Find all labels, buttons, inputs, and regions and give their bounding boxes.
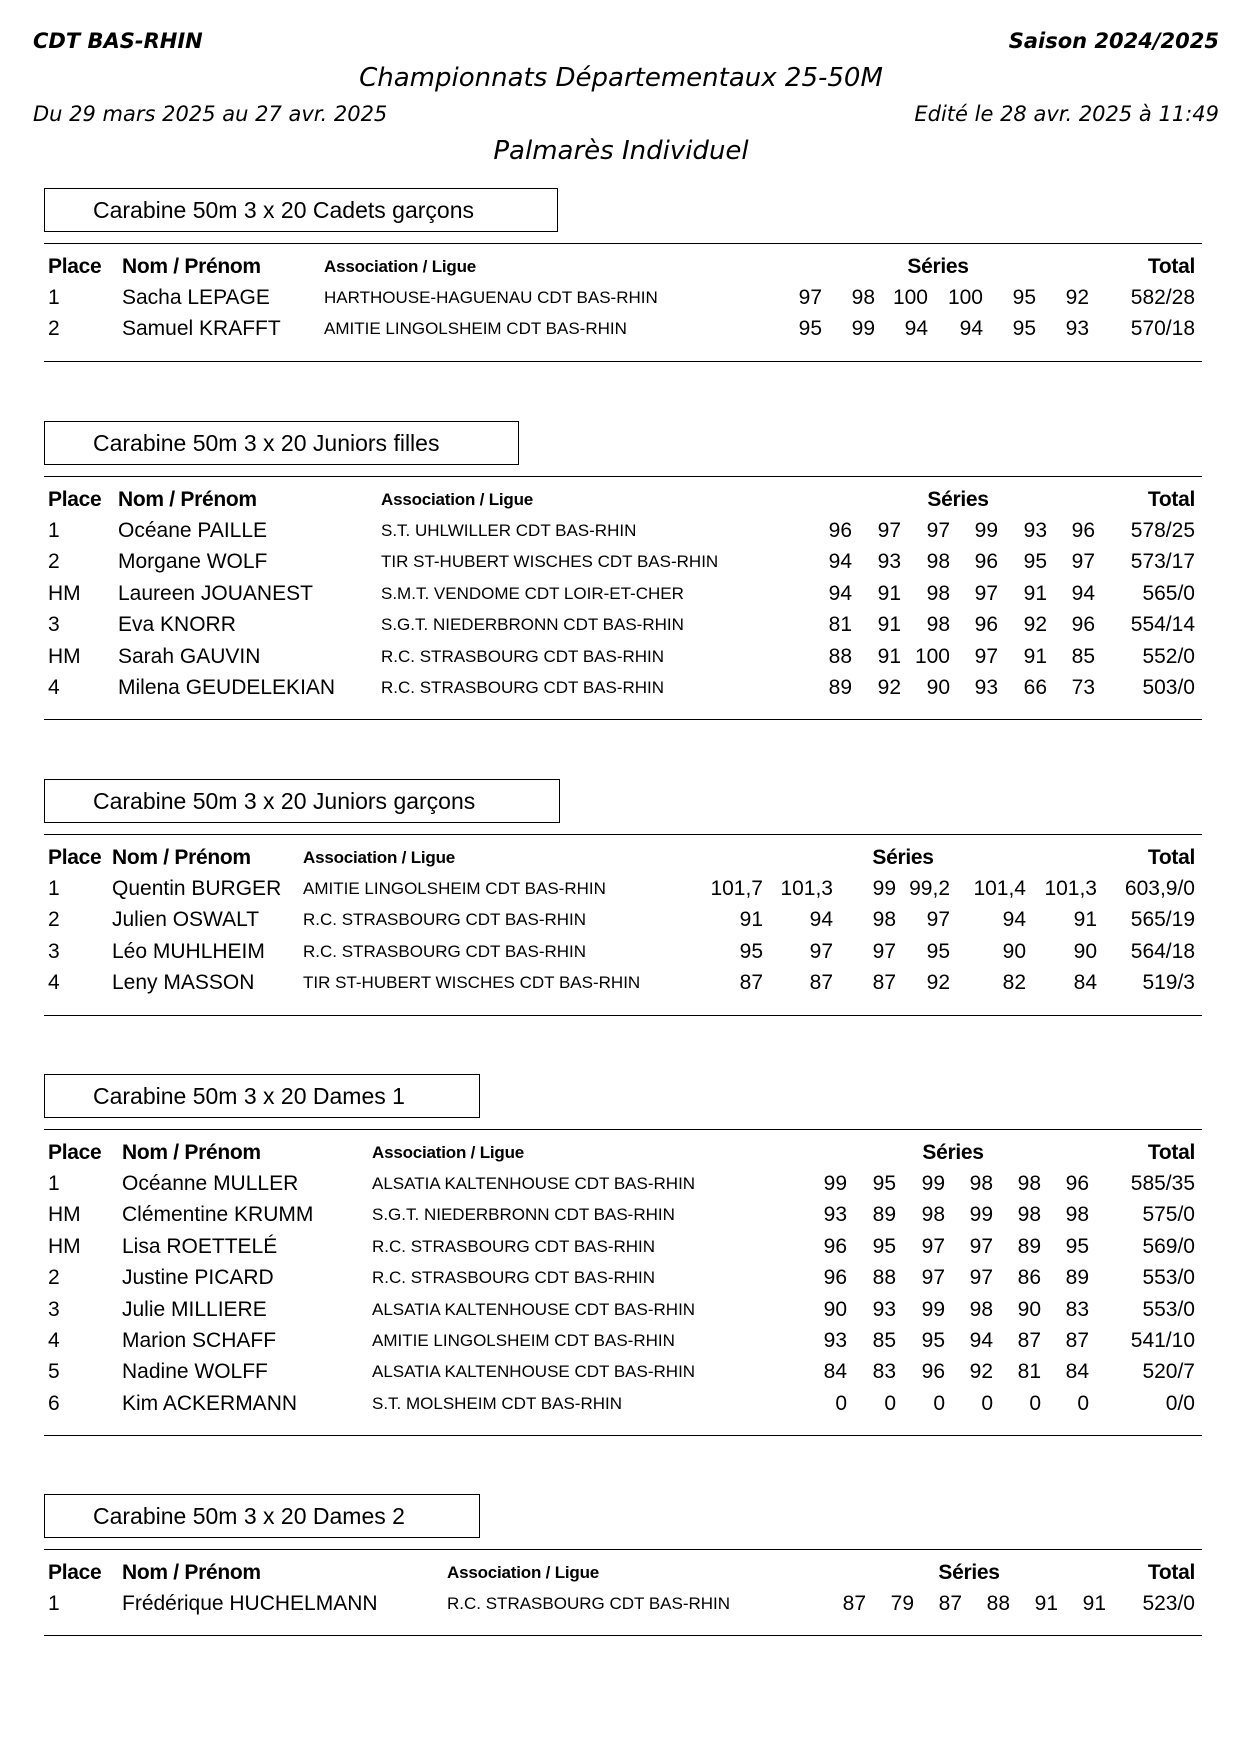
row-series-score: 100: [914, 644, 950, 668]
row-place: 3: [48, 613, 60, 637]
row-series-score: 93: [823, 1329, 847, 1352]
result-section: [0, 1494, 1242, 1643]
row-series-score: 93: [974, 676, 998, 699]
row-series-score: 0: [1077, 1391, 1089, 1415]
row-series-score: 87: [1065, 1329, 1089, 1352]
section-title: Carabine 50m 3 x 20 Juniors filles: [44, 421, 519, 465]
row-association: S.G.T. NIEDERBRONN CDT BAS-RHIN: [381, 615, 684, 635]
row-series-score: 97: [921, 1266, 945, 1290]
row-series-score: 98: [1065, 1203, 1089, 1227]
row-series-score: 99: [851, 317, 875, 341]
section-title: Carabine 50m 3 x 20 Cadets garçons: [44, 188, 558, 232]
date-range: Du 29 mars 2025 au 27 avr. 2025: [33, 102, 388, 126]
table-top-rule: [44, 1549, 1202, 1550]
row-place: 1: [48, 286, 60, 309]
row-place: HM: [48, 1234, 81, 1258]
row-series-score: 81: [828, 613, 852, 637]
row-series-score: 95: [1012, 286, 1036, 309]
row-series-score: 88: [872, 1266, 896, 1290]
row-association: R.C. STRASBOURG CDT BAS-RHIN: [372, 1268, 656, 1288]
row-place: 2: [48, 908, 60, 932]
column-header-place: Place: [48, 488, 102, 511]
row-series-score: 87: [1017, 1329, 1041, 1352]
page-subtitle: Palmarès Individuel: [493, 136, 749, 166]
row-series-score: 89: [1065, 1266, 1089, 1290]
row-series-score: 94: [1002, 908, 1026, 932]
row-place: 1: [48, 1592, 60, 1615]
row-series-score: 96: [828, 519, 852, 542]
table-bottom-rule: [44, 1015, 1202, 1016]
row-series-score: 98: [926, 581, 950, 605]
row-association: R.C. STRASBOURG CDT BAS-RHIN: [372, 1236, 656, 1256]
table-top-rule: [44, 476, 1202, 477]
row-name: Quentin BURGER: [112, 877, 282, 900]
row-series-score: 92: [877, 676, 901, 699]
row-series-score: 94: [1071, 581, 1095, 605]
row-total: 603,9/0: [1124, 877, 1195, 900]
row-series-score: 85: [872, 1329, 896, 1352]
row-series-score: 94: [969, 1329, 993, 1352]
championship-title: Championnats Départementaux 25-50M: [359, 63, 883, 93]
row-association: TIR ST-HUBERT WISCHES CDT BAS-RHIN: [303, 973, 641, 993]
row-series-score: 79: [890, 1592, 914, 1615]
column-header-association: Association / Ligue: [381, 490, 534, 509]
row-series-score: 99: [974, 519, 998, 542]
row-place: 3: [48, 1297, 60, 1321]
row-name: Nadine WOLFF: [122, 1360, 268, 1384]
row-series-score: 93: [877, 550, 901, 574]
table-top-rule: [44, 1129, 1202, 1130]
edited-date: Edité le 28 avr. 2025 à 11:49: [914, 102, 1219, 126]
row-series-score: 92: [1065, 286, 1089, 309]
row-series-score: 98: [1017, 1172, 1041, 1195]
row-series-score: 90: [1017, 1297, 1041, 1321]
row-total: 585/35: [1130, 1172, 1195, 1195]
row-series-score: 94: [809, 908, 833, 932]
row-place: 3: [48, 939, 60, 963]
row-total: 564/18: [1130, 939, 1195, 963]
row-series-score: 90: [1002, 939, 1026, 963]
row-series-score: 87: [842, 1592, 866, 1615]
row-place: 6: [48, 1391, 60, 1415]
row-series-score: 98: [872, 908, 896, 932]
row-association: R.C. STRASBOURG CDT BAS-RHIN: [303, 910, 587, 930]
row-association: ALSATIA KALTENHOUSE CDT BAS-RHIN: [372, 1362, 696, 1382]
row-name: Morgane WOLF: [118, 550, 268, 574]
row-name: Marion SCHAFF: [122, 1329, 277, 1352]
row-series-score: 98: [921, 1203, 945, 1227]
row-series-score: 94: [959, 317, 983, 341]
row-series-score: 91: [739, 908, 763, 932]
row-total: 573/17: [1130, 550, 1195, 574]
row-series-score: 96: [974, 550, 998, 574]
row-series-score: 98: [969, 1297, 993, 1321]
row-association: S.T. MOLSHEIM CDT BAS-RHIN: [372, 1393, 622, 1413]
row-total: 0/0: [1165, 1391, 1195, 1415]
row-series-score: 84: [1073, 971, 1097, 995]
row-series-score: 97: [872, 939, 896, 963]
row-total: 565/0: [1142, 581, 1195, 605]
row-association: R.C. STRASBOURG CDT BAS-RHIN: [381, 646, 665, 666]
row-series-score: 96: [974, 613, 998, 637]
row-series-score: 97: [921, 1234, 945, 1258]
row-name: Sacha LEPAGE: [122, 286, 270, 309]
row-total: 541/10: [1130, 1329, 1195, 1352]
row-series-score: 97: [969, 1266, 993, 1290]
row-place: 5: [48, 1360, 60, 1384]
column-header-total: Total: [1147, 1561, 1195, 1584]
row-series-score: 95: [1065, 1234, 1089, 1258]
row-series-score: 88: [986, 1592, 1010, 1615]
column-header-series: Séries: [938, 1561, 1000, 1584]
row-association: R.C. STRASBOURG CDT BAS-RHIN: [303, 941, 587, 961]
row-series-score: 99: [969, 1203, 993, 1227]
column-header-association: Association / Ligue: [303, 848, 456, 867]
row-series-score: 92: [926, 971, 950, 995]
row-series-score: 94: [828, 550, 852, 574]
row-series-score: 83: [872, 1360, 896, 1384]
row-series-score: 88: [828, 644, 852, 668]
row-name: Julie MILLIERE: [122, 1297, 267, 1321]
row-series-score: 100: [947, 286, 983, 309]
row-association: R.C. STRASBOURG CDT BAS-RHIN: [447, 1594, 731, 1613]
row-name: Sarah GAUVIN: [118, 644, 261, 668]
row-series-score: 91: [1082, 1592, 1106, 1615]
row-series-score: 93: [872, 1297, 896, 1321]
row-series-score: 90: [823, 1297, 847, 1321]
row-series-score: 101,3: [780, 877, 833, 900]
row-place: 1: [48, 877, 60, 900]
row-association: S.M.T. VENDOME CDT LOIR-ET-CHER: [381, 583, 684, 603]
row-name: Justine PICARD: [122, 1266, 274, 1290]
row-association: AMITIE LINGOLSHEIM CDT BAS-RHIN: [324, 319, 627, 339]
row-series-score: 89: [1017, 1234, 1041, 1258]
row-association: ALSATIA KALTENHOUSE CDT BAS-RHIN: [372, 1299, 696, 1319]
column-header-series: Séries: [907, 255, 969, 278]
row-series-score: 91: [877, 644, 901, 668]
row-series-score: 99: [823, 1172, 847, 1195]
column-header-total: Total: [1147, 255, 1195, 278]
row-series-score: 98: [926, 550, 950, 574]
column-header-name: Nom / Prénom: [122, 255, 261, 278]
row-series-score: 101,7: [710, 877, 763, 900]
row-place: 2: [48, 317, 60, 341]
row-series-score: 84: [1065, 1360, 1089, 1384]
season-label: Saison 2024/2025: [1008, 29, 1219, 53]
row-name: Clémentine KRUMM: [122, 1203, 314, 1227]
row-series-score: 94: [828, 581, 852, 605]
row-series-score: 101,3: [1044, 877, 1097, 900]
row-place: 2: [48, 1266, 60, 1290]
row-series-score: 95: [926, 939, 950, 963]
row-place: 1: [48, 519, 60, 542]
row-name: Océane PAILLE: [118, 519, 268, 542]
row-total: 503/0: [1142, 676, 1195, 699]
row-place: HM: [48, 581, 81, 605]
row-series-score: 86: [1017, 1266, 1041, 1290]
table-bottom-rule: [44, 719, 1202, 720]
column-header-name: Nom / Prénom: [112, 846, 251, 869]
row-association: TIR ST-HUBERT WISCHES CDT BAS-RHIN: [381, 552, 719, 572]
section-title: Carabine 50m 3 x 20 Dames 2: [44, 1494, 480, 1538]
row-series-score: 0: [884, 1391, 896, 1415]
row-series-score: 0: [835, 1391, 847, 1415]
row-series-score: 99: [921, 1297, 945, 1321]
row-place: HM: [48, 644, 81, 668]
row-series-score: 0: [933, 1391, 945, 1415]
row-series-score: 81: [1017, 1360, 1041, 1384]
row-total: 578/25: [1130, 519, 1195, 542]
row-series-score: 97: [926, 519, 950, 542]
row-total: 552/0: [1142, 644, 1195, 668]
row-series-score: 95: [872, 1234, 896, 1258]
row-total: 520/7: [1142, 1360, 1195, 1384]
row-series-score: 66: [1023, 676, 1047, 699]
row-series-score: 91: [1023, 644, 1047, 668]
row-series-score: 98: [1017, 1203, 1041, 1227]
column-header-association: Association / Ligue: [324, 257, 477, 276]
row-series-score: 73: [1071, 676, 1095, 699]
row-series-score: 97: [969, 1234, 993, 1258]
row-series-score: 89: [828, 676, 852, 699]
result-section: [0, 779, 1242, 1023]
row-name: Leny MASSON: [112, 971, 255, 995]
row-series-score: 90: [1073, 939, 1097, 963]
row-series-score: 0: [1029, 1391, 1041, 1415]
row-total: 553/0: [1142, 1297, 1195, 1321]
row-series-score: 93: [1023, 519, 1047, 542]
row-series-score: 95: [798, 317, 822, 341]
row-series-score: 95: [1023, 550, 1047, 574]
row-total: 570/18: [1130, 317, 1195, 341]
column-header-series: Séries: [927, 488, 989, 511]
row-series-score: 96: [823, 1234, 847, 1258]
section-title: Carabine 50m 3 x 20 Dames 1: [44, 1074, 480, 1118]
table-bottom-rule: [44, 1635, 1202, 1636]
row-series-score: 101,4: [973, 877, 1026, 900]
row-place: 1: [48, 1172, 60, 1195]
row-series-score: 98: [926, 613, 950, 637]
row-series-score: 96: [1065, 1172, 1089, 1195]
row-total: 519/3: [1142, 971, 1195, 995]
column-header-total: Total: [1147, 488, 1195, 511]
row-series-score: 95: [1012, 317, 1036, 341]
organization-name: CDT BAS-RHIN: [33, 29, 203, 53]
row-series-score: 87: [938, 1592, 962, 1615]
result-section: [0, 421, 1242, 727]
row-place: 2: [48, 550, 60, 574]
row-series-score: 99: [872, 877, 896, 900]
row-series-score: 95: [872, 1172, 896, 1195]
row-name: Julien OSWALT: [112, 908, 260, 932]
row-series-score: 96: [1071, 519, 1095, 542]
row-series-score: 98: [969, 1172, 993, 1195]
row-series-score: 91: [877, 613, 901, 637]
row-total: 582/28: [1130, 286, 1195, 309]
row-series-score: 91: [877, 581, 901, 605]
row-series-score: 91: [1073, 908, 1097, 932]
row-series-score: 92: [1023, 613, 1047, 637]
row-series-score: 98: [851, 286, 875, 309]
row-name: Kim ACKERMANN: [122, 1391, 298, 1415]
row-series-score: 100: [892, 286, 928, 309]
row-series-score: 99: [921, 1172, 945, 1195]
row-association: S.T. UHLWILLER CDT BAS-RHIN: [381, 521, 637, 540]
row-series-score: 95: [739, 939, 763, 963]
row-series-score: 84: [823, 1360, 847, 1384]
row-name: Eva KNORR: [118, 613, 236, 637]
row-series-score: 94: [904, 317, 928, 341]
row-series-score: 87: [872, 971, 896, 995]
row-series-score: 0: [981, 1391, 993, 1415]
row-name: Samuel KRAFFT: [122, 317, 281, 341]
row-association: ALSATIA KALTENHOUSE CDT BAS-RHIN: [372, 1174, 696, 1193]
row-series-score: 89: [872, 1203, 896, 1227]
section-title: Carabine 50m 3 x 20 Juniors garçons: [44, 779, 560, 823]
row-series-score: 96: [823, 1266, 847, 1290]
row-association: R.C. STRASBOURG CDT BAS-RHIN: [381, 678, 665, 697]
table-bottom-rule: [44, 1435, 1202, 1436]
row-total: 575/0: [1142, 1203, 1195, 1227]
row-series-score: 97: [974, 644, 998, 668]
row-association: S.G.T. NIEDERBRONN CDT BAS-RHIN: [372, 1205, 675, 1225]
table-bottom-rule: [44, 361, 1202, 362]
row-series-score: 87: [809, 971, 833, 995]
row-series-score: 97: [974, 581, 998, 605]
row-total: 553/0: [1142, 1266, 1195, 1290]
row-series-score: 92: [969, 1360, 993, 1384]
row-series-score: 97: [926, 908, 950, 932]
column-header-series: Séries: [872, 846, 934, 869]
column-header-association: Association / Ligue: [447, 1563, 600, 1582]
row-series-score: 87: [739, 971, 763, 995]
row-series-score: 85: [1071, 644, 1095, 668]
column-header-place: Place: [48, 255, 102, 278]
row-association: AMITIE LINGOLSHEIM CDT BAS-RHIN: [303, 879, 606, 898]
row-total: 554/14: [1130, 613, 1195, 637]
row-place: 4: [48, 1329, 60, 1352]
row-series-score: 83: [1065, 1297, 1089, 1321]
row-series-score: 97: [809, 939, 833, 963]
column-header-place: Place: [48, 1561, 102, 1584]
row-series-score: 91: [1023, 581, 1047, 605]
row-place: 4: [48, 971, 60, 995]
row-total: 565/19: [1130, 908, 1195, 932]
row-place: HM: [48, 1203, 81, 1227]
column-header-place: Place: [48, 1141, 102, 1164]
column-header-name: Nom / Prénom: [122, 1561, 261, 1584]
row-association: AMITIE LINGOLSHEIM CDT BAS-RHIN: [372, 1331, 675, 1350]
column-header-association: Association / Ligue: [372, 1143, 525, 1162]
row-series-score: 96: [1071, 613, 1095, 637]
row-name: Léo MUHLHEIM: [112, 939, 265, 963]
result-section: [0, 1074, 1242, 1443]
row-association: HARTHOUSE-HAGUENAU CDT BAS-RHIN: [324, 288, 658, 307]
column-header-series: Séries: [922, 1141, 984, 1164]
result-section: [0, 188, 1242, 369]
column-header-total: Total: [1147, 846, 1195, 869]
column-header-place: Place: [48, 846, 102, 869]
row-series-score: 93: [1065, 317, 1089, 341]
row-place: 4: [48, 676, 60, 699]
row-total: 569/0: [1142, 1234, 1195, 1258]
row-series-score: 90: [926, 676, 950, 699]
row-name: Milena GEUDELEKIAN: [118, 676, 336, 699]
column-header-name: Nom / Prénom: [118, 488, 257, 511]
row-total: 523/0: [1142, 1592, 1195, 1615]
column-header-name: Nom / Prénom: [122, 1141, 261, 1164]
row-name: Lisa ROETTELÉ: [122, 1234, 278, 1258]
row-series-score: 93: [823, 1203, 847, 1227]
row-series-score: 82: [1002, 971, 1026, 995]
row-series-score: 97: [1071, 550, 1095, 574]
table-top-rule: [44, 834, 1202, 835]
row-name: Frédérique HUCHELMANN: [122, 1592, 378, 1615]
row-name: Océanne MULLER: [122, 1172, 299, 1195]
row-series-score: 99,2: [909, 877, 950, 900]
row-series-score: 91: [1034, 1592, 1058, 1615]
column-header-total: Total: [1147, 1141, 1195, 1164]
row-series-score: 95: [921, 1329, 945, 1352]
row-series-score: 97: [877, 519, 901, 542]
row-series-score: 96: [921, 1360, 945, 1384]
row-name: Laureen JOUANEST: [118, 581, 313, 605]
table-top-rule: [44, 243, 1202, 244]
row-series-score: 97: [798, 286, 822, 309]
